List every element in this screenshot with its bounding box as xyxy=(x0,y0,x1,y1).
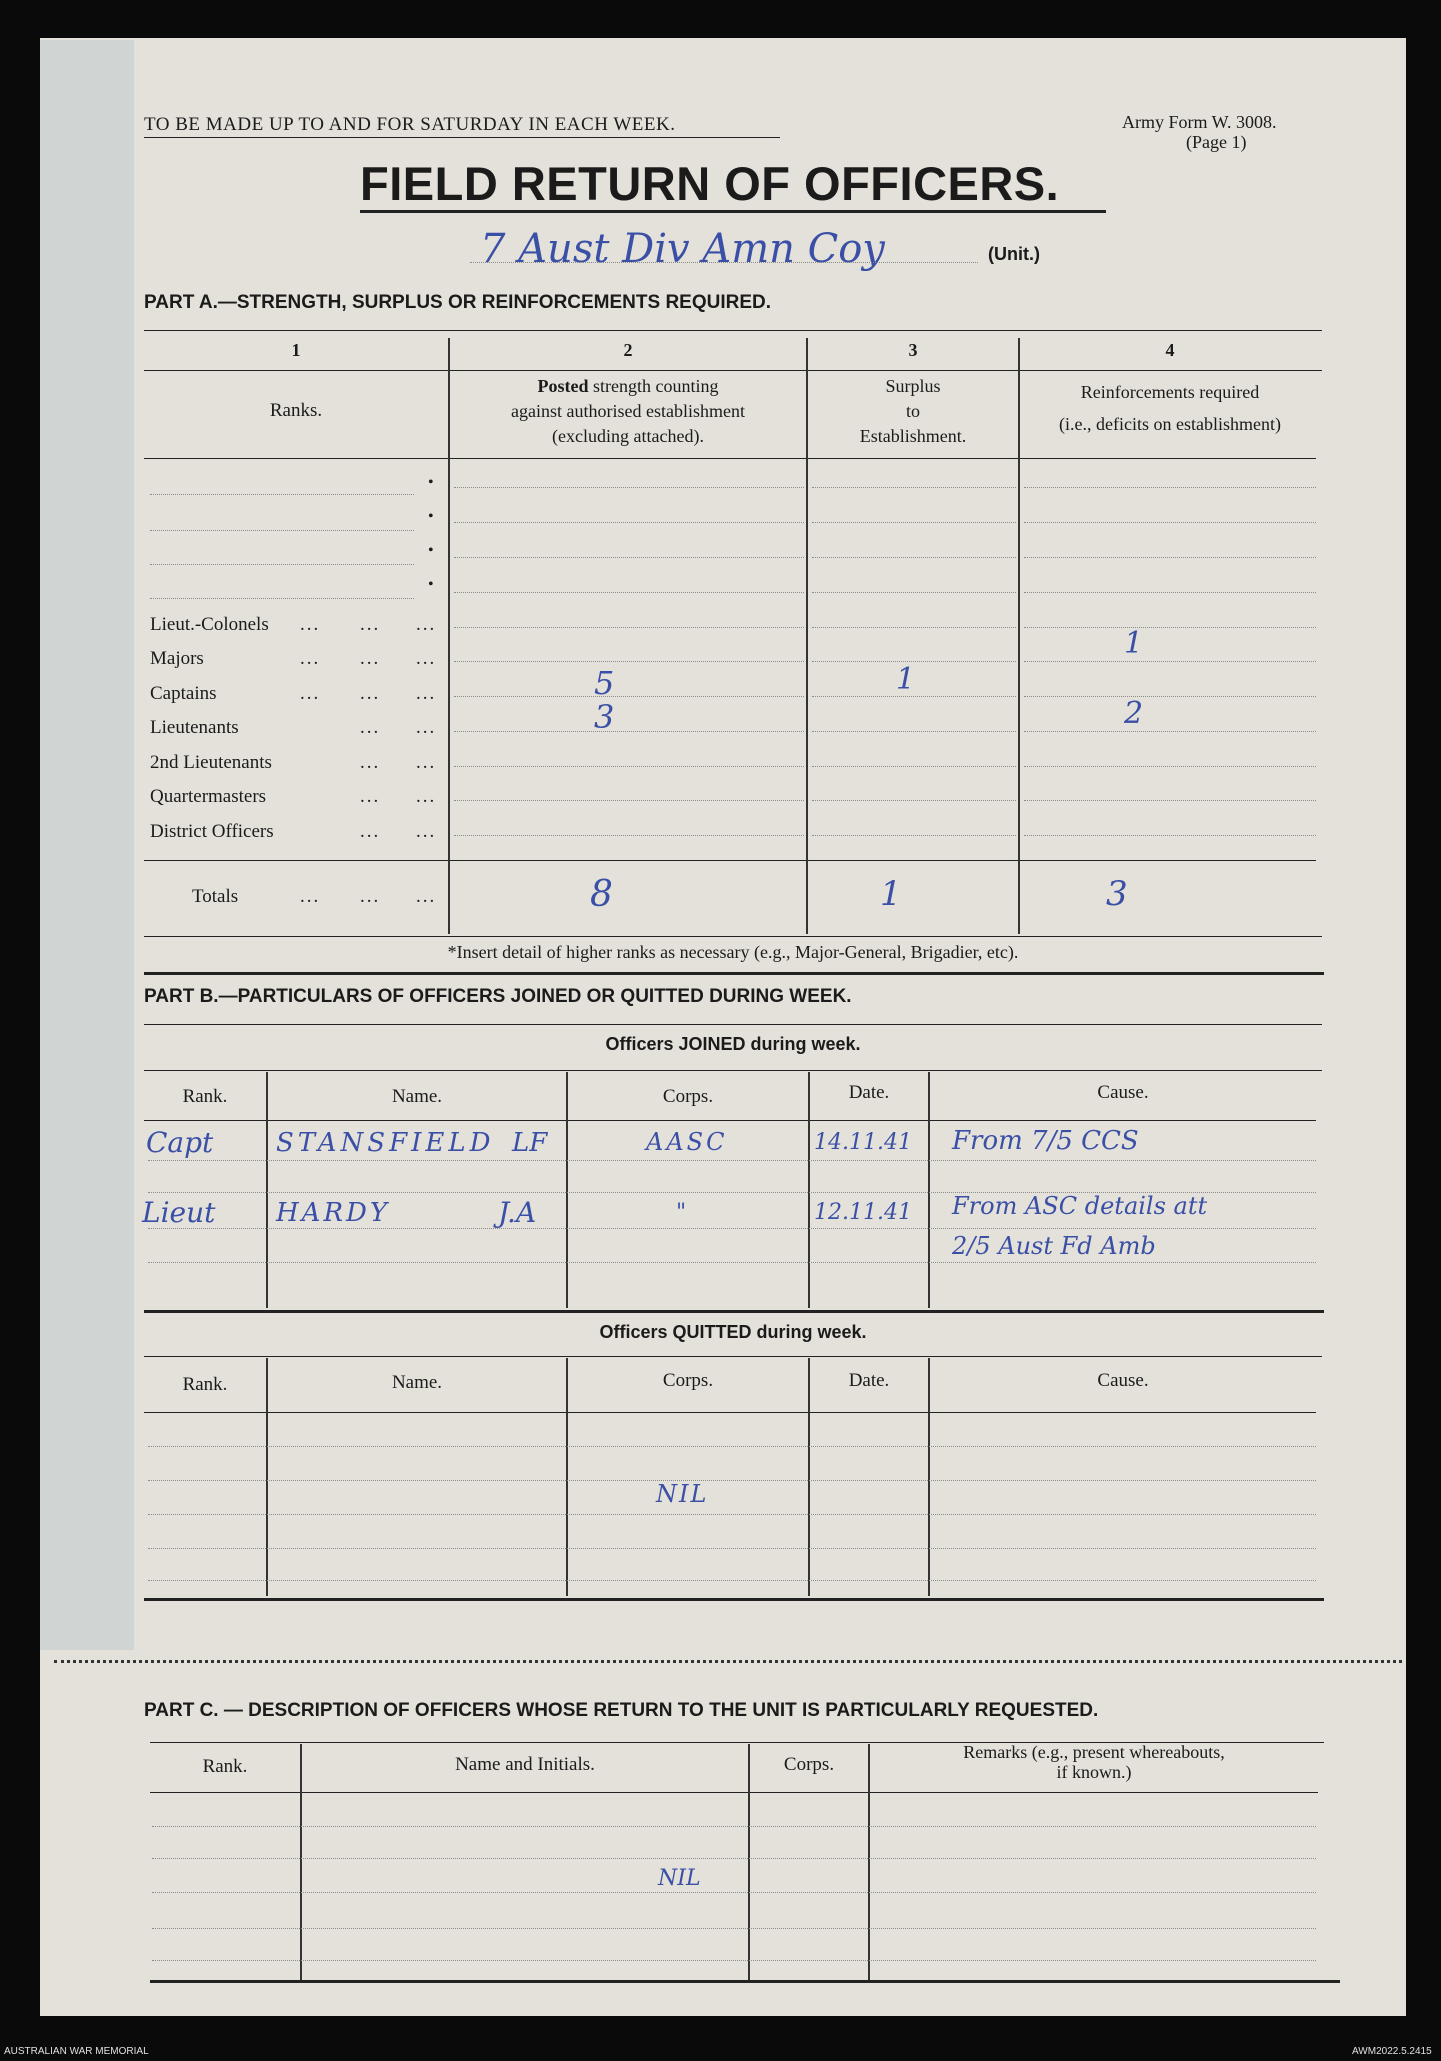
rank-label-majors: Majors xyxy=(150,648,204,669)
joined-cause-line2: 2/5 Aust Fd Amb xyxy=(952,1232,1156,1260)
part-a-end-rule xyxy=(144,972,1324,975)
quitted-col-cause: Cause. xyxy=(1097,1370,1149,1391)
rank-label-district-officers: District Officers xyxy=(150,821,274,842)
quitted-col-corps: Corps. xyxy=(662,1370,714,1391)
asterisk-mark: • xyxy=(428,576,434,593)
joined-initials: LF xyxy=(512,1128,548,1158)
col-header-ranks: Ranks. xyxy=(269,400,323,421)
col-header-posted-line3: (excluding attached). xyxy=(552,426,704,446)
col-header-posted-bold: Posted xyxy=(537,376,589,396)
quitted-row-line xyxy=(148,1514,1316,1515)
quitted-row-line xyxy=(148,1480,1316,1481)
joined-row-line xyxy=(148,1228,1316,1229)
col-header-reinforcements-line2: (i.e., deficits on establishment) xyxy=(1059,414,1281,434)
row-line-col4 xyxy=(1024,661,1316,662)
row-line-col2 xyxy=(454,731,804,732)
row-line-col2 xyxy=(454,522,804,523)
row-line-col4 xyxy=(1024,522,1316,523)
part-a-top-rule xyxy=(144,330,1322,331)
part-c-row-line xyxy=(152,1928,1316,1929)
quitted-end-rule xyxy=(144,1598,1324,1601)
part-c-col-corps: Corps. xyxy=(783,1754,835,1775)
part-a-bottom-rule xyxy=(144,936,1322,937)
col-header-posted-line2: against authorised establishment xyxy=(511,401,745,421)
leader-dots: ... xyxy=(416,648,437,669)
part-c-col-divider xyxy=(748,1744,750,1980)
totals-surplus-value: 1 xyxy=(880,874,902,914)
row-line-col2 xyxy=(454,487,804,488)
quitted-row-line xyxy=(148,1580,1316,1581)
joined-rank: Capt xyxy=(146,1126,214,1159)
leader-dots: ... xyxy=(360,821,381,842)
row-line-col2 xyxy=(454,661,804,662)
majors-reinforcements-value: 1 xyxy=(1124,626,1144,661)
part-a-header-rule xyxy=(144,458,1316,459)
part-a-number-rule xyxy=(144,370,1322,371)
row-line-col3 xyxy=(812,522,1016,523)
joined-name: STANSFIELD xyxy=(276,1128,495,1158)
quitted-row-line xyxy=(148,1446,1316,1447)
row-line-col2 xyxy=(454,696,804,697)
col-number-3: 3 xyxy=(908,340,918,360)
asterisk-mark: • xyxy=(428,542,434,559)
rank-label-quartermasters: Quartermasters xyxy=(150,786,267,807)
leader-dots: ... xyxy=(416,821,437,842)
leader-dots: ... xyxy=(360,752,381,773)
quitted-col-divider xyxy=(566,1358,568,1596)
leader-dots: ... xyxy=(300,614,321,635)
part-c-row-line xyxy=(152,1960,1316,1961)
page-number: (Page 1) xyxy=(1186,132,1247,152)
joined-cause: From ASC details att xyxy=(952,1192,1208,1220)
unit-label: (Unit.) xyxy=(988,244,1040,264)
quitted-header-top-rule xyxy=(144,1356,1322,1357)
totals-posted-value: 8 xyxy=(590,874,613,915)
col-header-surplus-line3: Establishment. xyxy=(859,426,967,446)
joined-col-divider xyxy=(808,1072,810,1308)
form-title: FIELD RETURN OF OFFICERS. xyxy=(360,157,1060,210)
leader-dots: ... xyxy=(300,648,321,669)
row-line-col4 xyxy=(1024,731,1316,732)
leader-dots: ... xyxy=(360,886,381,907)
footer-credit: AUSTRALIAN WAR MEMORIAL xyxy=(4,2046,149,2057)
leader-dots: ... xyxy=(416,886,437,907)
part-b-top-rule xyxy=(144,1024,1322,1025)
part-c-nil-entry: NIL xyxy=(658,1866,701,1891)
quitted-header-bottom-rule xyxy=(144,1412,1316,1413)
row-line-col3 xyxy=(812,835,1016,836)
quitted-col-divider xyxy=(808,1358,810,1596)
col-header-posted xyxy=(450,376,806,397)
joined-header-bottom-rule xyxy=(144,1120,1316,1121)
row-line-col4 xyxy=(1024,487,1316,488)
row-line-col4 xyxy=(1024,557,1316,558)
row-line-col4 xyxy=(1024,627,1316,628)
part-c-col-rank: Rank. xyxy=(202,1756,248,1777)
quitted-title: Officers QUITTED during week. xyxy=(599,1322,867,1342)
paper-edge-strip xyxy=(40,40,134,1650)
extra-rank-line xyxy=(150,494,414,495)
part-c-col-remarks-line2: if known.) xyxy=(1056,1762,1132,1782)
col-header-posted-rest: strength counting xyxy=(588,376,719,396)
joined-cause: From 7/5 CCS xyxy=(952,1126,1139,1156)
col-number-2: 2 xyxy=(623,340,633,360)
part-c-col-name: Name and Initials. xyxy=(455,1754,595,1775)
rank-label-2nd-lieutenants: 2nd Lieutenants xyxy=(150,752,272,773)
part-a-heading: PART A.—STRENGTH, SURPLUS OR REINFORCEMENTS REQUIRED. xyxy=(144,292,772,313)
unit-handwriting: 7 Aust Div Amn Coy xyxy=(480,226,885,272)
part-c-header-rule xyxy=(150,1792,1318,1793)
form-number: Army Form W. 3008. xyxy=(1122,112,1277,132)
leader-dots: ... xyxy=(360,648,381,669)
part-c-end-rule xyxy=(150,1980,1340,1983)
part-c-col-divider xyxy=(300,1744,302,1980)
lieutenants-reinforcements-value: 2 xyxy=(1124,696,1144,731)
perforation-line xyxy=(54,1660,1402,1663)
part-c-row-line xyxy=(152,1892,1316,1893)
lieutenants-posted-value: 3 xyxy=(594,698,615,736)
joined-rank: Lieut xyxy=(142,1196,216,1229)
row-line-col4 xyxy=(1024,835,1316,836)
extra-rank-line xyxy=(150,598,414,599)
row-line-col3 xyxy=(812,800,1016,801)
row-line-col3 xyxy=(812,766,1016,767)
leader-dots: ... xyxy=(360,683,381,704)
col-number-1: 1 xyxy=(291,340,301,360)
joined-title: Officers JOINED during week. xyxy=(605,1034,861,1054)
joined-date: 14.11.41 xyxy=(814,1130,912,1155)
part-c-col-remarks: Remarks (e.g., present whereabouts, xyxy=(963,1742,1225,1762)
joined-col-name: Name. xyxy=(391,1086,443,1107)
part-c-heading: PART C. — DESCRIPTION OF OFFICERS WHOSE RETURN TO THE UNIT IS PARTICULARLY REQUESTED. xyxy=(144,1700,1099,1721)
row-line-col4 xyxy=(1024,696,1316,697)
joined-col-corps: Corps. xyxy=(662,1086,714,1107)
leader-dots: ... xyxy=(360,717,381,738)
instruction-underline xyxy=(144,137,780,138)
totals-label: Totals xyxy=(192,886,239,907)
col-number-4: 4 xyxy=(1165,340,1175,360)
joined-corps: AASC xyxy=(646,1128,728,1156)
joined-col-date: Date. xyxy=(848,1082,890,1103)
row-line-col3 xyxy=(812,731,1016,732)
form-instruction: TO BE MADE UP TO AND FOR SATURDAY IN EACH WEEK. xyxy=(144,114,676,135)
row-line-col3 xyxy=(812,627,1016,628)
leader-dots: ... xyxy=(416,752,437,773)
joined-name: HARDY xyxy=(276,1198,391,1228)
part-c-row-line xyxy=(152,1826,1316,1827)
leader-dots: ... xyxy=(300,886,321,907)
leader-dots: ... xyxy=(300,683,321,704)
title-underline xyxy=(360,210,1106,213)
col-header-reinforcements-line1: Reinforcements required xyxy=(1080,382,1260,402)
rank-label-captains: Captains xyxy=(150,683,217,704)
row-line-col2 xyxy=(454,557,804,558)
joined-date: 12.11.41 xyxy=(814,1200,912,1225)
leader-dots: ... xyxy=(416,786,437,807)
joined-header-top-rule xyxy=(144,1070,1322,1071)
row-line-col4 xyxy=(1024,592,1316,593)
leader-dots: ... xyxy=(416,614,437,635)
leader-dots: ... xyxy=(416,717,437,738)
col-header-surplus-line2: to xyxy=(905,401,920,421)
captains-surplus-value: 1 xyxy=(896,662,916,697)
asterisk-mark: • xyxy=(428,474,434,491)
rank-label-lieut-colonels: Lieut.-Colonels xyxy=(150,614,269,635)
unit-dotted-line xyxy=(470,262,978,263)
totals-reinforcements-value: 3 xyxy=(1106,874,1128,914)
quitted-col-name: Name. xyxy=(391,1372,443,1393)
quitted-col-divider xyxy=(928,1358,930,1596)
part-b-heading: PART B.—PARTICULARS OF OFFICERS JOINED OR QUITTED DURING WEEK. xyxy=(144,986,852,1007)
extra-rank-line xyxy=(150,564,414,565)
joined-initials: J.A xyxy=(498,1196,537,1229)
part-a-totals-rule xyxy=(144,860,1316,861)
col-header-surplus-line1: Surplus xyxy=(885,376,941,396)
quitted-row-line xyxy=(148,1548,1316,1549)
asterisk-mark: • xyxy=(428,508,434,525)
joined-end-rule xyxy=(144,1310,1324,1313)
row-line-col4 xyxy=(1024,766,1316,767)
row-line-col2 xyxy=(454,592,804,593)
leader-dots: ... xyxy=(360,614,381,635)
joined-row-line xyxy=(148,1262,1316,1263)
joined-row-line xyxy=(148,1160,1316,1161)
row-line-col2 xyxy=(454,800,804,801)
rank-label-lieutenants: Lieutenants xyxy=(150,717,239,738)
part-c-row-line xyxy=(152,1858,1316,1859)
leader-dots: ... xyxy=(416,683,437,704)
row-line-col2 xyxy=(454,766,804,767)
extra-rank-line xyxy=(150,530,414,531)
part-a-footnote: *Insert detail of higher ranks as necessary (e.g., Major-General, Brigadier, etc). xyxy=(447,942,1019,962)
joined-col-rank: Rank. xyxy=(182,1086,228,1107)
leader-dots: ... xyxy=(360,786,381,807)
captains-posted-value: 5 xyxy=(594,664,615,702)
quitted-col-rank: Rank. xyxy=(182,1374,228,1395)
joined-col-cause: Cause. xyxy=(1097,1082,1149,1103)
joined-col-divider xyxy=(928,1072,930,1308)
row-line-col2 xyxy=(454,627,804,628)
row-line-col3 xyxy=(812,487,1016,488)
row-line-col3 xyxy=(812,592,1016,593)
row-line-col3 xyxy=(812,557,1016,558)
row-line-col4 xyxy=(1024,800,1316,801)
footer-accession-number: AWM2022.5.2415 xyxy=(1352,2046,1432,2057)
joined-corps: " xyxy=(676,1200,687,1225)
quitted-col-date: Date. xyxy=(848,1370,890,1391)
row-line-col2 xyxy=(454,835,804,836)
quitted-nil-entry: NIL xyxy=(656,1480,709,1508)
